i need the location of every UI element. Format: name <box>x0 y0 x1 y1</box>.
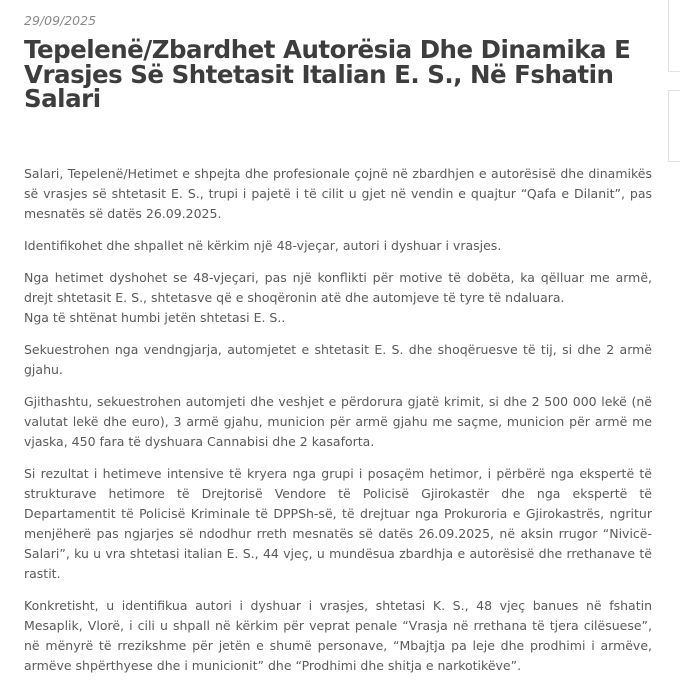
article-title: Tepelenë/Zbardhet Autorësia Dhe Dinamika E Vrasjes Së Shtetasit Italian E. S., Në Fshatin Salari <box>24 35 631 113</box>
article-paragraph: Gjithashtu, sekuestrohen automjeti dhe veshjet e përdorura gjatë krimit, si dhe 2 500 000 lekë (në valutat lekë dhe euro), 3 armë gjahu, municion për armë gjahu me saçme, municion për armë me vjaska, 450 fara të dyshuara Cannabisi dhe 2 kasaforta. <box>24 394 652 449</box>
article-paragraph: Salari, Tepelenë/Hetimet e shpejta dhe profesionale çojnë në zbardhjen e autorësisë dhe dinamikës së vrasjes së shtetasit E. S., trupi i pajetë i të cilit u gjet në vendin e quajtur “Qafa e Dilanit”, pas mesnatës së datës 26.09.2025. <box>24 166 652 221</box>
article-paragraph: Konkretisht, u identifikua autori i dyshuar i vrasjes, shtetasi K. S., 48 vjeç banues në fshatin Mesaplik, Vlorë, i cili u shpall në kërkim për veprat penale “Vrasja në rrethana të tjera cilësuese”, në mënyrë të rrezikshme për jetën e shumë personave, “Mbajtja pa leje dhe prodhimi i armëve, armëve shpërthyese dhe i municionit” dhe “Prodhimi dhe shitja e narkotikëve”. <box>24 598 652 673</box>
sidebar-widget <box>668 90 680 162</box>
article-paragraph: Sekuestrohen nga vendngjarja, automjetet e shtetasit E. S. dhe shoqëruesve të tij, si dhe 2 armë gjahu. <box>24 342 652 377</box>
sidebar-widget <box>668 0 680 72</box>
article-paragraph: Si rezultat i hetimeve intensive të kryera nga grupi i posaçëm hetimor, i përbërë nga ekspertë të strukturave hetimore të Drejtorisë Vendore të Policisë Gjirokastër dhe nga ekspertë të Departamentit të Policisë Kriminale të DPPSh-së, të drejtuar nga Prokuroria e Gjirokastrës, ngritur menjëherë pas ngjarjes së ndodhur rreth mesnatës së datës 26.09.2025, në aksin rrugor “Nivicë-Salari”, ku u vra shtetasi italian E. S., 44 vjeç, u mundësua zbardhja e autorësisë dhe rrethanave të rastit. <box>24 466 652 581</box>
article-body <box>24 164 652 688</box>
article-paragraph: Nga hetimet dyshohet se 48-vjeçari, pas një konflikti për motive të dobëta, ka qëlluar me armë, drejt shtetasit E. S., shtetasve që e shoqëronin atë dhe automjeve të tyre të ndaluara. Nga të shtënat humbi jetën shtetasi E. S.. <box>24 270 652 325</box>
article-date: 29/09/2025 <box>24 13 97 28</box>
article-paragraph: Identifikohet dhe shpallet në kërkim një 48-vjeçar, autori i dyshuar i vrasjes. <box>24 238 502 253</box>
sidebar-widgets <box>668 0 680 600</box>
